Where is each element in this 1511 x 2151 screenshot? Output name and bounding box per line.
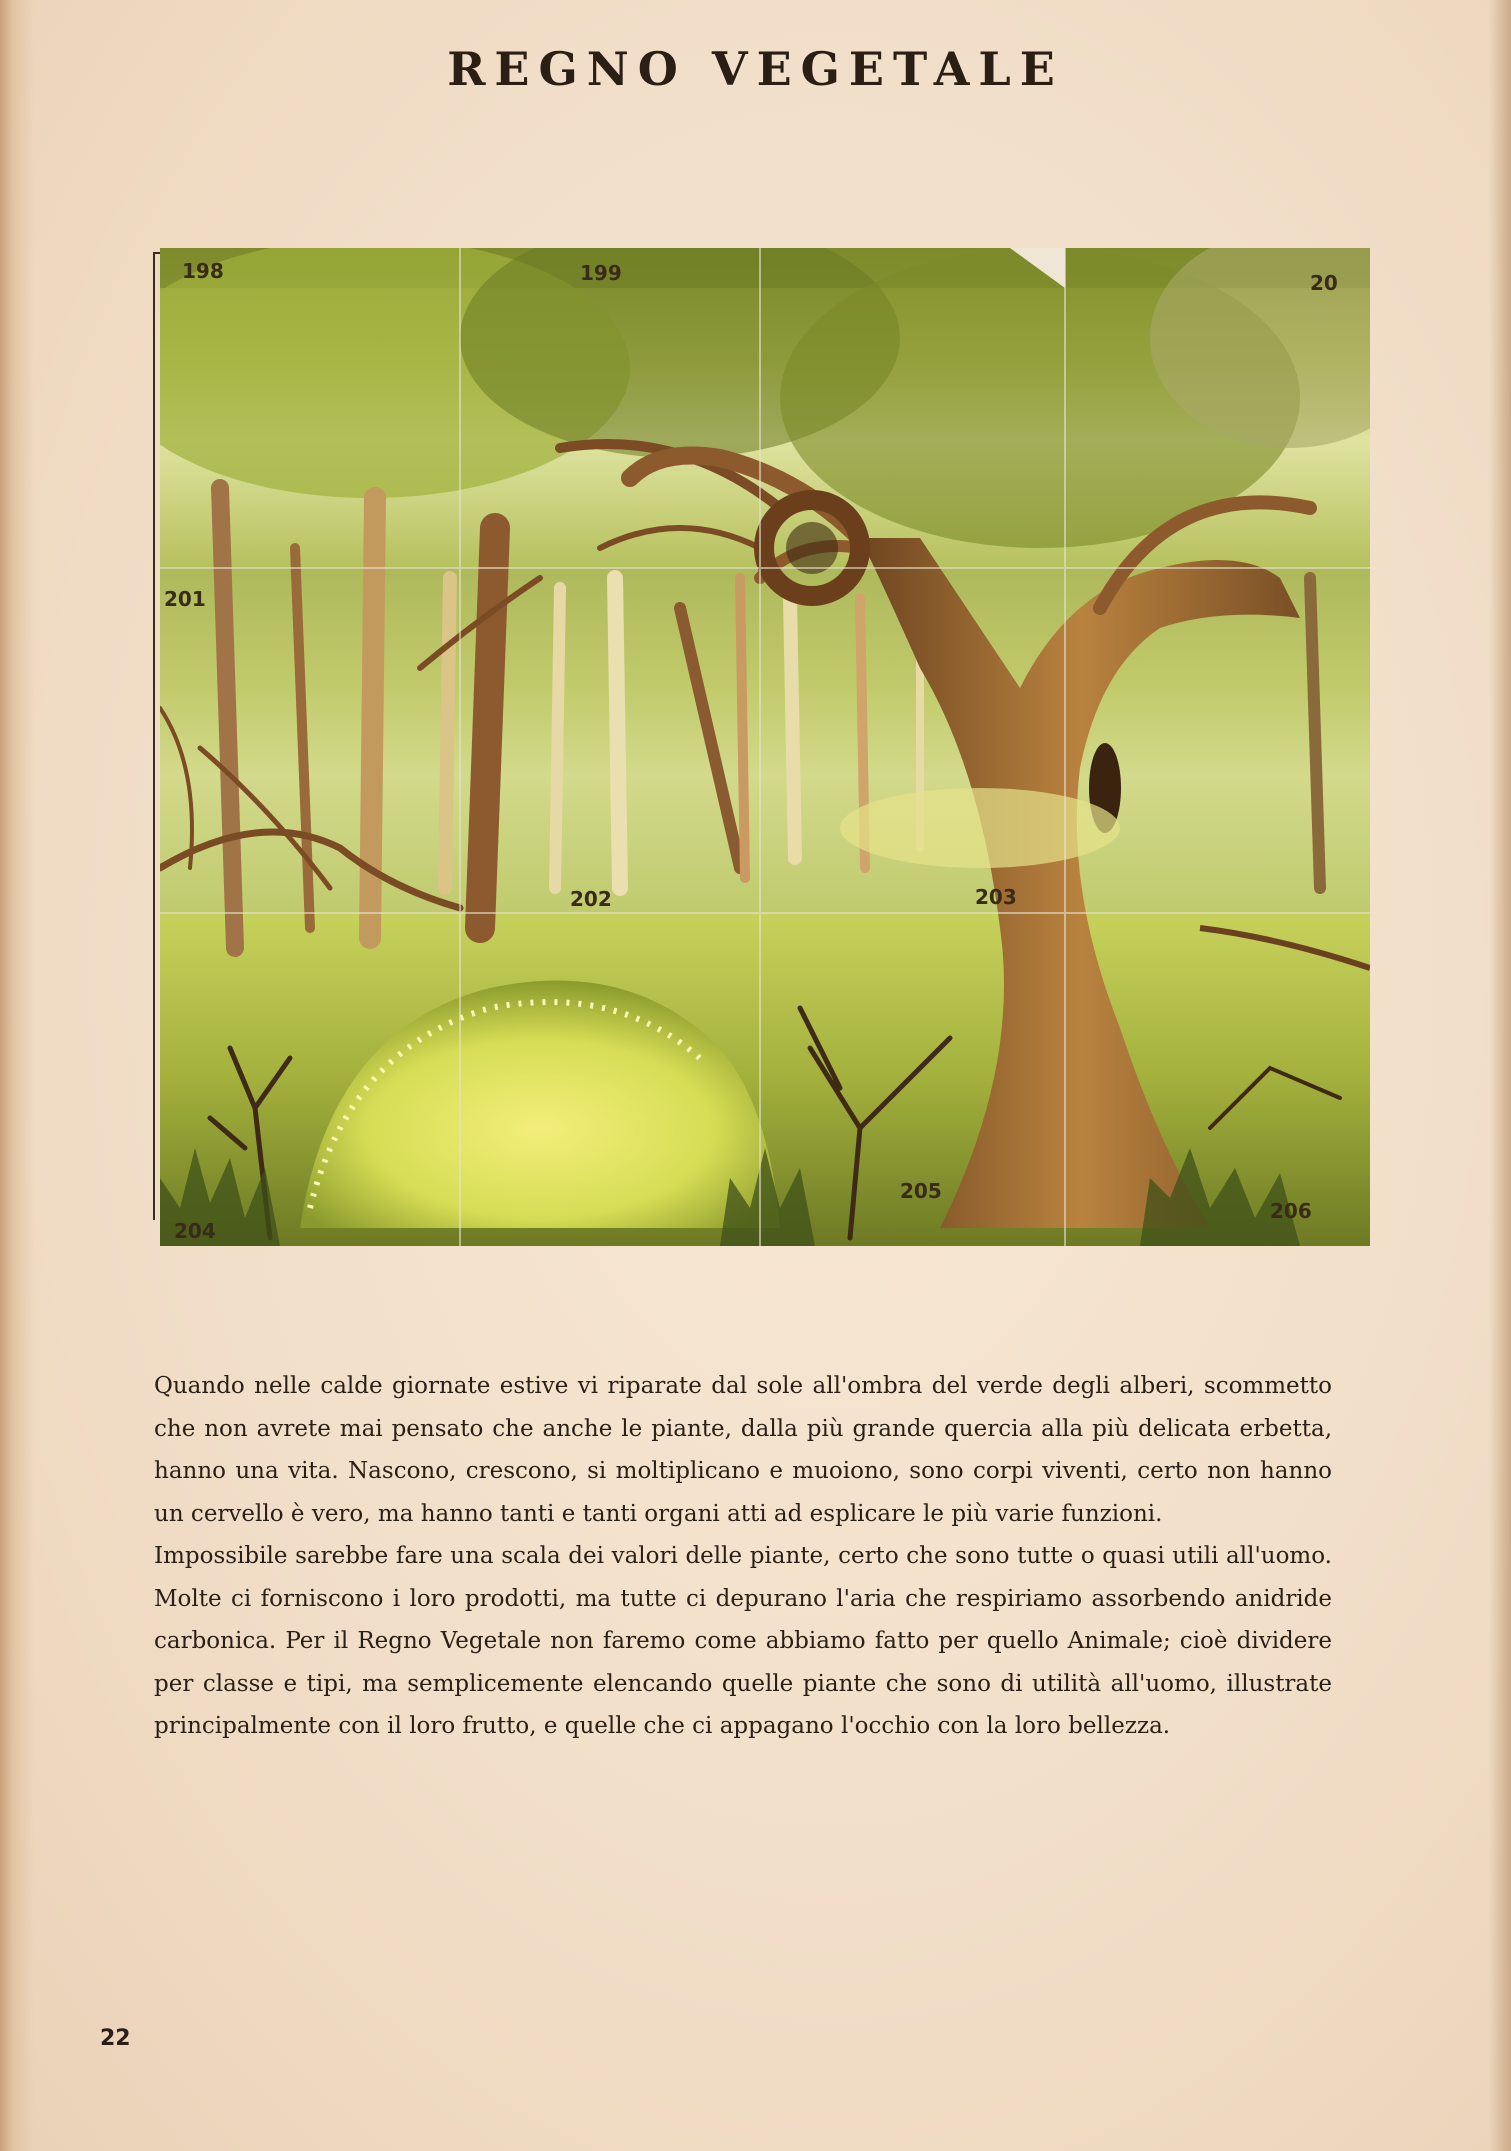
- sticker-number: 206: [1270, 1199, 1312, 1223]
- sticker-number: 201: [164, 587, 206, 611]
- sunlit-undergrowth: [840, 788, 1120, 868]
- paragraph: Impossibile sarebbe fare una scala dei valori delle piante, certo che sono tutte o quasi utili all'uomo. Molte ci forniscono i loro prodotti, ma tutte ci depurano l'aria che respiriamo assorbendo anidride carbonica. Per il Regno Vegetale non faremo come abbiamo fatto per quello Animale; cioè dividere per classe e tipi, ma semplicemente elencando quelle piante che sono di utilità all'uomo, illustrate principalmente con il loro frutto, e quelle che ci appagano l'occhio con la loro bellezza.: [154, 1543, 1332, 1739]
- page-edge-shadow: [1489, 0, 1511, 2151]
- page-gutter-shadow: [0, 0, 34, 2151]
- sticker-number: 202: [570, 887, 612, 911]
- paragraph: Quando nelle calde giornate estive vi riparate dal sole all'ombra del verde degli alberi, scommetto che non avrete mai pensato che anche le piante, dalla più grande quercia alla più delicata erbetta, hanno una vita. Nascono, crescono, si moltiplicano e muoiono, sono corpi viventi, certo non hanno un cervello è vero, ma hanno tanti e tanti organi atti ad esplicare le più varie funzioni.: [154, 1373, 1332, 1527]
- sticker-number: 204: [174, 1219, 216, 1243]
- forest-illustration: [160, 248, 1370, 1246]
- sticker-number: 20: [1310, 271, 1338, 295]
- sticker-number: 198: [182, 259, 224, 283]
- page-title: REGNO VEGETALE: [447, 42, 1064, 96]
- intro-text: [154, 1365, 1332, 1748]
- page-number: 22: [100, 2026, 131, 2051]
- sticker-number: 199: [580, 261, 622, 285]
- sticker-number: 203: [975, 885, 1017, 909]
- sticker-number: 205: [900, 1179, 942, 1203]
